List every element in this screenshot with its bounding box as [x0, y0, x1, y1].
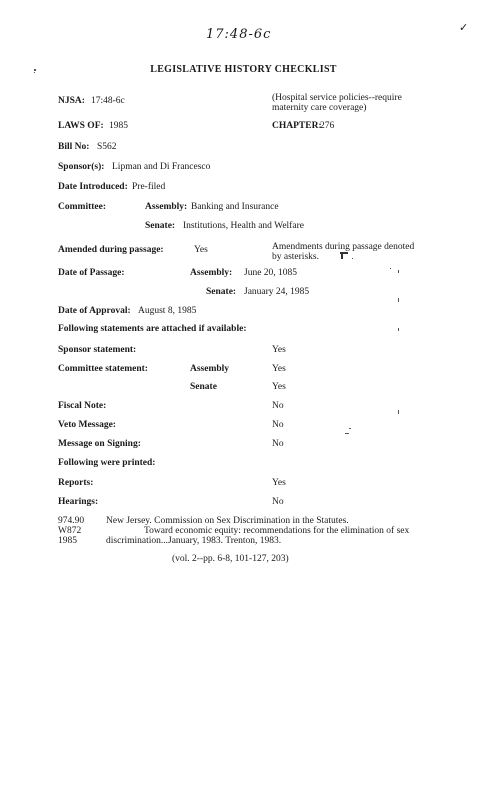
- citation-pages: (vol. 2--pp. 6-8, 101-127, 203): [172, 554, 289, 564]
- date-of-approval-value: August 8, 1985: [138, 306, 197, 316]
- passage-senate-label: Senate:: [206, 287, 237, 297]
- date-of-passage-label: Date of Passage:: [58, 268, 125, 278]
- fiscal-note-label: Fiscal Note:: [58, 401, 107, 411]
- veto-message-label: Veto Message:: [58, 420, 116, 430]
- committee-assembly-value: Banking and Insurance: [191, 202, 279, 212]
- committee-statement-label: Committee statement:: [58, 364, 148, 374]
- amended-value: Yes: [194, 245, 208, 255]
- sponsor-statement-label: Sponsor statement:: [58, 345, 137, 355]
- passage-assembly-label: Assembly:: [190, 268, 233, 278]
- reports-value: Yes: [272, 478, 286, 488]
- committee-statement-senate-value: Yes: [272, 382, 286, 392]
- scan-speck: [398, 298, 399, 302]
- date-of-approval-label: Date of Approval:: [58, 306, 131, 316]
- bill-no-value: S562: [97, 142, 117, 152]
- amended-note-line2: by asterisks.: [272, 252, 319, 262]
- call-number-line1: 974.90: [58, 516, 85, 526]
- njsa-label: NJSA:: [58, 96, 85, 106]
- following-printed-heading: Following were printed:: [58, 458, 156, 468]
- passage-assembly-value: June 20, 1085: [244, 268, 298, 278]
- fiscal-note-value: No: [272, 401, 284, 411]
- message-on-signing-value: No: [272, 439, 284, 449]
- scan-speck: [345, 433, 349, 434]
- scan-speck: [398, 270, 399, 273]
- date-introduced-label: Date Introduced:: [58, 182, 128, 192]
- page-title: LEGISLATIVE HISTORY CHECKLIST: [150, 64, 337, 75]
- committee-statement-assembly-value: Yes: [272, 364, 286, 374]
- scan-speck: [349, 428, 351, 429]
- chapter-label: CHAPTER:: [272, 121, 322, 131]
- scan-speck: [390, 268, 391, 269]
- call-number-line2: W872: [58, 526, 82, 536]
- sponsors-value: Lipman and Di Francesco: [112, 162, 211, 172]
- laws-of-value: 1985: [109, 121, 128, 131]
- call-number-line3: 1985: [58, 536, 77, 546]
- following-attached-heading: Following statements are attached if available:: [58, 324, 247, 334]
- sponsors-label: Sponsor(s):: [58, 162, 105, 172]
- sponsor-statement-value: Yes: [272, 345, 286, 355]
- laws-of-label: LAWS OF:: [58, 121, 104, 131]
- veto-message-value: No: [272, 420, 284, 430]
- date-introduced-value: Pre-filed: [132, 182, 166, 192]
- committee-statement-senate-label: Senate: [190, 382, 217, 392]
- citation-line2: Toward economic equity: recommendations for the elimination of sex: [144, 526, 410, 536]
- scan-speck: [398, 410, 399, 414]
- scan-speck: [398, 328, 399, 331]
- njsa-value: 17:48-6c: [91, 96, 125, 106]
- amended-note-line1: Amendments during passage denoted: [272, 242, 415, 252]
- reports-label: Reports:: [58, 478, 94, 488]
- amended-label: Amended during passage:: [58, 245, 164, 255]
- committee-senate-value: Institutions, Health and Welfare: [183, 221, 304, 231]
- committee-statement-assembly-label: Assembly: [190, 364, 230, 374]
- hearings-label: Hearings:: [58, 497, 99, 507]
- bill-no-label: Bill No:: [58, 142, 90, 152]
- committee-senate-label: Senate:: [145, 221, 176, 231]
- check-mark-icon: ✓: [459, 22, 469, 34]
- njsa-description-line1: (Hospital service policies--require: [272, 93, 402, 103]
- njsa-description-line2: maternity care coverage): [272, 103, 367, 113]
- chapter-value: 276: [320, 121, 335, 131]
- citation-line1: New Jersey. Commission on Sex Discrimination in the Statutes.: [106, 516, 349, 526]
- scan-speck: [352, 258, 353, 259]
- message-on-signing-label: Message on Signing:: [58, 439, 141, 449]
- passage-senate-value: January 24, 1985: [244, 287, 310, 297]
- handwritten-number: 17:48-6c: [206, 27, 272, 42]
- hearings-value: No: [272, 497, 284, 507]
- pen-mark: [341, 252, 343, 259]
- committee-assembly-label: Assembly:: [145, 202, 188, 212]
- citation-line3: discrimination...January, 1983. Trenton, 1983.: [106, 536, 282, 546]
- committee-label: Committee:: [58, 202, 107, 212]
